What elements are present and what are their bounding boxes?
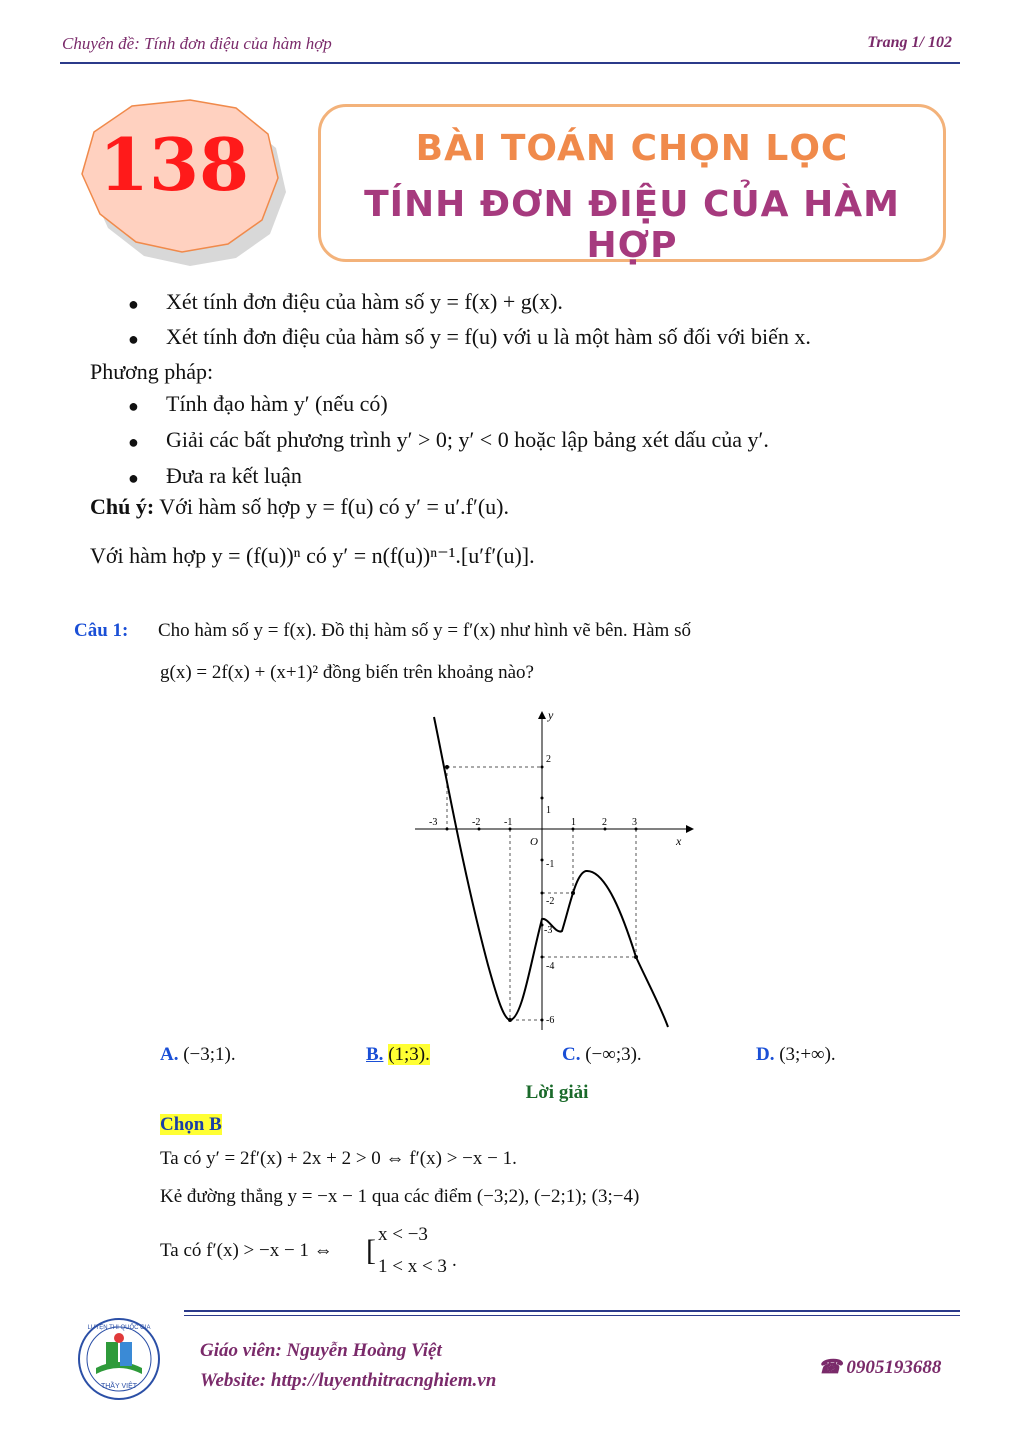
solution-line3: Ta có f′(x) > −x − 1 ⇔ [160,1240,333,1261]
x-axis-label: x [676,834,682,848]
title-line2: TÍNH ĐƠN ĐIỆU CỦA HÀM HỢP [364,184,900,266]
option-c-letter: C. [562,1044,581,1065]
logo [76,1316,162,1402]
derivative-graph [410,705,710,1035]
phone-icon: ☎ [818,1357,842,1378]
question-line1: Cho hàm số y = f(x). Đồ thị hàm số y = f′(x) như hình vẽ bên. Hàm số [158,620,691,641]
y-axis-label: y [548,708,554,722]
header-topic: Chuyên đề: Tính đơn điệu của hàm hợp [62,34,332,53]
y-tick-label: -2 [546,896,555,907]
case-2: 1 < x < 3 [378,1256,447,1277]
method-bullet-3: Đưa ra kết luận [166,463,302,488]
option-c[interactable] [562,1044,642,1066]
option-a[interactable] [160,1044,236,1066]
solution-line1: Ta có y′ = 2f′(x) + 2x + 2 > 0 ⇔ f′(x) > −x − 1. [160,1148,517,1169]
logo-bottom-text: THẦY VIỆT [100,1383,138,1390]
option-a-letter: A. [160,1044,179,1065]
option-b-text: (1;3). [388,1044,430,1065]
solution-choice [160,1114,222,1136]
option-d-text: (3;+∞). [779,1044,836,1065]
header-page: Trang 1/ 102 [867,34,952,51]
case-bracket: [ [366,1234,376,1267]
x-tick-label: 3 [632,817,637,828]
title-line1: BÀI TOÁN CHỌN LỌC [415,128,849,169]
note-text: Với hàm số hợp y = f(u) có y′ = u′.f′(u). [159,494,509,519]
method-bullet-2: Giải các bất phương trình y′ > 0; y′ < 0 hoặc lập bảng xét dấu của y′. [166,427,769,452]
case-1: x < −3 [378,1224,428,1245]
y-tick-label: -4 [546,961,555,972]
header-divider [60,62,960,64]
intro-bullet-1: Xét tính đơn điệu của hàm số y = f(x) + g(x). [166,289,563,314]
footer-website[interactable]: Website: http://luyenthitracnghiem.vn [200,1370,497,1391]
problem-count: 138 [98,122,250,207]
x-tick-label: -1 [504,817,513,828]
y-tick-label: -1 [546,859,555,870]
question-line2: g(x) = 2f(x) + (x+1)² đồng biến trên khoảng nào? [160,662,534,683]
note2-text: Với hàm hợp y = (f(u))ⁿ có y′ = n(f(u))ⁿ⁻¹.[u′f′(u)]. [90,543,535,568]
curve-fprime [434,717,668,1027]
y-tick-label: 2 [546,754,551,765]
method-label: Phương pháp: [90,359,214,384]
y-tick-label: 1 [546,805,551,816]
y-tick-label: -3 [544,925,553,936]
footer-divider [184,1310,960,1312]
bullet-dot: ● [128,294,139,314]
footer-phone: 0905193688 [846,1357,942,1378]
option-c-text: (−∞;3). [585,1044,642,1065]
solution-line2: Kẻ đường thẳng y = −x − 1 qua các điểm (−3;2), (−2;1); (3;−4) [160,1186,640,1207]
note-label: Chú ý: [90,494,155,519]
method-bullet-1: Tính đạo hàm y′ (nếu có) [166,391,388,416]
option-b[interactable] [366,1044,430,1066]
intro-bullet-2: Xét tính đơn điệu của hàm số y = f(u) với u là một hàm số đối với biến x. [166,324,811,349]
case-end: . [452,1250,457,1271]
x-tick-label: 2 [602,817,607,828]
y-tick-label: -6 [546,1015,555,1026]
footer-teacher: Giáo viên: Nguyễn Hoàng Việt [200,1340,442,1361]
solution-heading: Lời giải [525,1082,589,1103]
option-d-letter: D. [756,1044,775,1065]
footer-divider-thin [184,1315,960,1316]
question-label: Câu 1: [74,620,129,641]
x-tick-label: 1 [571,817,576,828]
solution-choice-text: Chọn B [160,1114,222,1135]
option-a-text: (−3;1). [183,1044,236,1065]
origin-label: O [530,836,538,848]
bullet-dot: ● [128,396,139,416]
logo-top-text: LUYỆN THI QUỐC GIA [87,1325,151,1331]
bullet-dot: ● [128,329,139,349]
x-tick-label: -3 [429,817,438,828]
footer-phone-line [818,1356,941,1379]
note-line [90,492,509,522]
bullet-dot: ● [128,432,139,452]
bullet-dot: ● [128,468,139,488]
x-tick-label: -2 [472,817,481,828]
option-b-letter: B. [366,1044,384,1065]
option-d[interactable] [756,1044,836,1066]
